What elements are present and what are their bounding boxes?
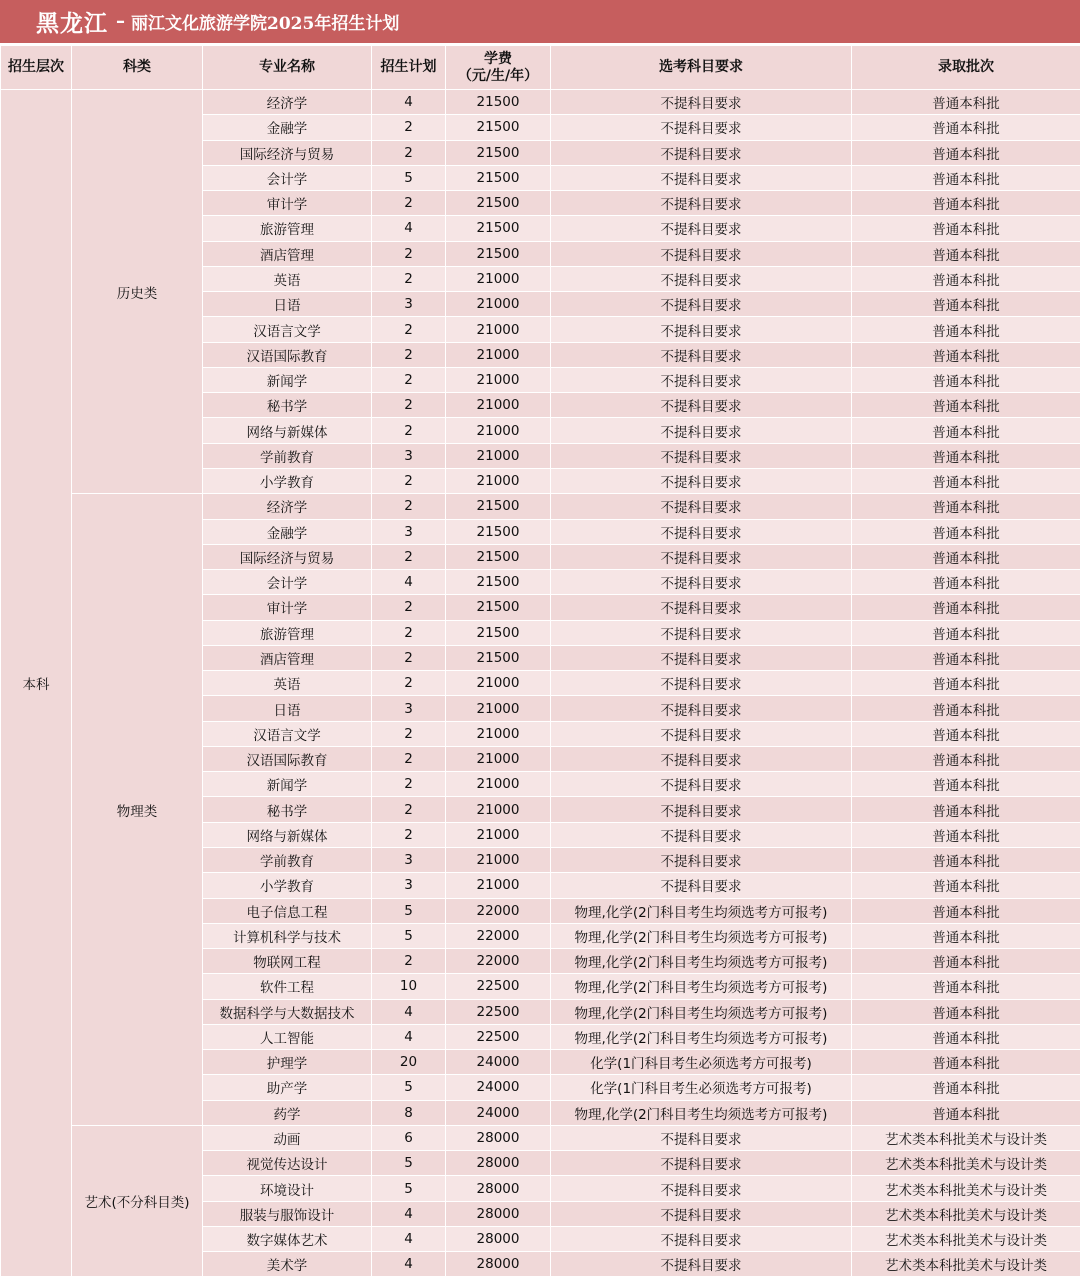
batch-cell: 普通本科批 (852, 570, 1080, 595)
plan-cell: 5 (372, 165, 446, 190)
subject-req-cell: 化学(1门科目考生必须选考方可报考) (551, 1050, 852, 1075)
major-cell: 会计学 (203, 570, 372, 595)
header-level: 招生层次 (1, 46, 72, 90)
tuition-cell: 21500 (446, 494, 551, 519)
tuition-cell: 21000 (446, 367, 551, 392)
plan-cell: 2 (372, 191, 446, 216)
subject-req-cell: 不提科目要求 (551, 418, 852, 443)
batch-cell: 普通本科批 (852, 241, 1080, 266)
batch-cell: 普通本科批 (852, 342, 1080, 367)
batch-cell: 普通本科批 (852, 847, 1080, 872)
tuition-cell: 21000 (446, 746, 551, 771)
tuition-cell: 21000 (446, 797, 551, 822)
plan-cell: 4 (372, 90, 446, 115)
batch-cell: 普通本科批 (852, 519, 1080, 544)
tuition-cell: 21500 (446, 115, 551, 140)
subject-req-cell: 物理,化学(2门科目考生均须选考方可报考) (551, 999, 852, 1024)
plan-cell: 2 (372, 494, 446, 519)
major-cell: 酒店管理 (203, 241, 372, 266)
plan-cell: 2 (372, 342, 446, 367)
table-row (1, 90, 1080, 115)
batch-cell: 普通本科批 (852, 746, 1080, 771)
plan-cell: 2 (372, 544, 446, 569)
tuition-cell: 22500 (446, 999, 551, 1024)
tuition-cell: 21500 (446, 90, 551, 115)
major-cell: 环境设计 (203, 1176, 372, 1201)
plan-cell: 3 (372, 696, 446, 721)
plan-cell: 2 (372, 140, 446, 165)
major-cell: 数据科学与大数据技术 (203, 999, 372, 1024)
tuition-cell: 22500 (446, 1024, 551, 1049)
tuition-cell: 24000 (446, 1100, 551, 1125)
major-cell: 软件工程 (203, 974, 372, 999)
major-cell: 汉语国际教育 (203, 746, 372, 771)
header-subject-req: 选考科目要求 (551, 46, 852, 90)
major-cell: 汉语言文学 (203, 721, 372, 746)
subject-req-cell: 物理,化学(2门科目考生均须选考方可报考) (551, 1100, 852, 1125)
batch-cell: 艺术类本科批美术与设计类 (852, 1201, 1080, 1226)
tuition-cell: 21000 (446, 468, 551, 493)
tuition-cell: 21000 (446, 418, 551, 443)
plan-cell: 3 (372, 519, 446, 544)
subject-req-cell: 不提科目要求 (551, 90, 852, 115)
category-cell: 艺术(不分科目类) (72, 1125, 203, 1277)
subject-req-cell: 不提科目要求 (551, 1201, 852, 1226)
tuition-cell: 24000 (446, 1075, 551, 1100)
batch-cell: 普通本科批 (852, 1050, 1080, 1075)
plan-cell: 5 (372, 1151, 446, 1176)
subject-req-cell: 不提科目要求 (551, 443, 852, 468)
plan-cell: 4 (372, 570, 446, 595)
major-cell: 汉语国际教育 (203, 342, 372, 367)
batch-cell: 普通本科批 (852, 140, 1080, 165)
subject-req-cell: 不提科目要求 (551, 494, 852, 519)
tuition-cell: 21500 (446, 165, 551, 190)
plan-cell: 5 (372, 898, 446, 923)
plan-cell: 4 (372, 1252, 446, 1277)
enrollment-table (0, 45, 1080, 1277)
batch-cell: 普通本科批 (852, 873, 1080, 898)
subject-req-cell: 不提科目要求 (551, 721, 852, 746)
plan-cell: 2 (372, 115, 446, 140)
subject-req-cell: 不提科目要求 (551, 544, 852, 569)
tuition-cell: 21000 (446, 266, 551, 291)
tuition-cell: 21000 (446, 772, 551, 797)
subject-req-cell: 不提科目要求 (551, 519, 852, 544)
major-cell: 计算机科学与技术 (203, 923, 372, 948)
tuition-cell: 21000 (446, 317, 551, 342)
title-province: 黑龙江 (36, 10, 108, 37)
major-cell: 秘书学 (203, 393, 372, 418)
tuition-cell: 28000 (446, 1125, 551, 1150)
tuition-cell: 21000 (446, 393, 551, 418)
tuition-cell: 21000 (446, 342, 551, 367)
batch-cell: 艺术类本科批美术与设计类 (852, 1151, 1080, 1176)
subject-req-cell: 化学(1门科目考生必须选考方可报考) (551, 1075, 852, 1100)
plan-cell: 3 (372, 292, 446, 317)
batch-cell: 普通本科批 (852, 1024, 1080, 1049)
tuition-cell: 21500 (446, 595, 551, 620)
plan-cell: 2 (372, 317, 446, 342)
major-cell: 学前教育 (203, 443, 372, 468)
subject-req-cell: 不提科目要求 (551, 772, 852, 797)
subject-req-cell: 不提科目要求 (551, 645, 852, 670)
major-cell: 经济学 (203, 90, 372, 115)
title-bar (0, 0, 1080, 45)
subject-req-cell: 不提科目要求 (551, 317, 852, 342)
batch-cell: 普通本科批 (852, 822, 1080, 847)
tuition-cell: 21000 (446, 671, 551, 696)
subject-req-cell: 物理,化学(2门科目考生均须选考方可报考) (551, 949, 852, 974)
major-cell: 日语 (203, 696, 372, 721)
plan-cell: 2 (372, 797, 446, 822)
subject-req-cell: 不提科目要求 (551, 140, 852, 165)
batch-cell: 普通本科批 (852, 443, 1080, 468)
major-cell: 学前教育 (203, 847, 372, 872)
subject-req-cell: 不提科目要求 (551, 292, 852, 317)
batch-cell: 普通本科批 (852, 317, 1080, 342)
batch-cell: 普通本科批 (852, 772, 1080, 797)
major-cell: 酒店管理 (203, 645, 372, 670)
major-cell: 金融学 (203, 115, 372, 140)
plan-cell: 5 (372, 923, 446, 948)
header-batch: 录取批次 (852, 46, 1080, 90)
batch-cell: 普通本科批 (852, 949, 1080, 974)
subject-req-cell: 不提科目要求 (551, 1125, 852, 1150)
major-cell: 物联网工程 (203, 949, 372, 974)
subject-req-cell: 物理,化学(2门科目考生均须选考方可报考) (551, 923, 852, 948)
plan-cell: 2 (372, 949, 446, 974)
plan-cell: 2 (372, 595, 446, 620)
batch-cell: 艺术类本科批美术与设计类 (852, 1252, 1080, 1277)
major-cell: 小学教育 (203, 468, 372, 493)
tuition-cell: 21000 (446, 443, 551, 468)
tuition-cell: 21500 (446, 645, 551, 670)
level-cell: 本科 (1, 90, 72, 1277)
plan-cell: 4 (372, 999, 446, 1024)
subject-req-cell: 不提科目要求 (551, 696, 852, 721)
major-cell: 旅游管理 (203, 216, 372, 241)
major-cell: 日语 (203, 292, 372, 317)
batch-cell: 普通本科批 (852, 367, 1080, 392)
plan-cell: 2 (372, 620, 446, 645)
major-cell: 视觉传达设计 (203, 1151, 372, 1176)
subject-req-cell: 不提科目要求 (551, 115, 852, 140)
plan-cell: 2 (372, 645, 446, 670)
header-tuition (446, 46, 551, 90)
batch-cell: 普通本科批 (852, 898, 1080, 923)
plan-cell: 2 (372, 468, 446, 493)
subject-req-cell: 不提科目要求 (551, 847, 852, 872)
plan-cell: 3 (372, 873, 446, 898)
tuition-cell: 21500 (446, 191, 551, 216)
batch-cell: 普通本科批 (852, 923, 1080, 948)
major-cell: 秘书学 (203, 797, 372, 822)
subject-req-cell: 不提科目要求 (551, 241, 852, 266)
major-cell: 新闻学 (203, 772, 372, 797)
batch-cell: 普通本科批 (852, 191, 1080, 216)
category-cell: 物理类 (72, 494, 203, 1126)
batch-cell: 普通本科批 (852, 468, 1080, 493)
subject-req-cell: 物理,化学(2门科目考生均须选考方可报考) (551, 898, 852, 923)
batch-cell: 普通本科批 (852, 418, 1080, 443)
subject-req-cell: 不提科目要求 (551, 797, 852, 822)
batch-cell: 普通本科批 (852, 671, 1080, 696)
batch-cell: 普通本科批 (852, 90, 1080, 115)
tuition-cell: 22500 (446, 974, 551, 999)
tuition-cell: 28000 (446, 1151, 551, 1176)
major-cell: 药学 (203, 1100, 372, 1125)
tuition-cell: 21000 (446, 696, 551, 721)
major-cell: 数字媒体艺术 (203, 1226, 372, 1251)
subject-req-cell: 不提科目要求 (551, 1151, 852, 1176)
subject-req-cell: 不提科目要求 (551, 746, 852, 771)
batch-cell: 普通本科批 (852, 1100, 1080, 1125)
plan-cell: 10 (372, 974, 446, 999)
batch-cell: 普通本科批 (852, 1075, 1080, 1100)
subject-req-cell: 不提科目要求 (551, 822, 852, 847)
subject-req-cell: 不提科目要求 (551, 1252, 852, 1277)
major-cell: 小学教育 (203, 873, 372, 898)
title-subtitle: 丽江文化旅游学院2025年招生计划 (131, 14, 400, 34)
tuition-cell: 21000 (446, 292, 551, 317)
plan-cell: 2 (372, 822, 446, 847)
major-cell: 网络与新媒体 (203, 418, 372, 443)
subject-req-cell: 不提科目要求 (551, 393, 852, 418)
major-cell: 国际经济与贸易 (203, 544, 372, 569)
batch-cell: 普通本科批 (852, 494, 1080, 519)
batch-cell: 艺术类本科批美术与设计类 (852, 1226, 1080, 1251)
plan-cell: 5 (372, 1075, 446, 1100)
tuition-cell: 28000 (446, 1176, 551, 1201)
batch-cell: 普通本科批 (852, 974, 1080, 999)
plan-cell: 2 (372, 241, 446, 266)
major-cell: 经济学 (203, 494, 372, 519)
plan-cell: 4 (372, 1226, 446, 1251)
major-cell: 审计学 (203, 191, 372, 216)
plan-cell: 5 (372, 1176, 446, 1201)
plan-cell: 4 (372, 1024, 446, 1049)
major-cell: 助产学 (203, 1075, 372, 1100)
header-tuition-unit: （元/生/年） (457, 67, 539, 84)
major-cell: 网络与新媒体 (203, 822, 372, 847)
tuition-cell: 21500 (446, 140, 551, 165)
plan-cell: 2 (372, 746, 446, 771)
major-cell: 英语 (203, 671, 372, 696)
major-cell: 会计学 (203, 165, 372, 190)
batch-cell: 普通本科批 (852, 292, 1080, 317)
batch-cell: 普通本科批 (852, 645, 1080, 670)
batch-cell: 普通本科批 (852, 165, 1080, 190)
tuition-cell: 22000 (446, 898, 551, 923)
major-cell: 动画 (203, 1125, 372, 1150)
subject-req-cell: 物理,化学(2门科目考生均须选考方可报考) (551, 974, 852, 999)
header-major: 专业名称 (203, 46, 372, 90)
major-cell: 金融学 (203, 519, 372, 544)
subject-req-cell: 不提科目要求 (551, 570, 852, 595)
plan-cell: 2 (372, 367, 446, 392)
table-row (1, 1125, 1080, 1150)
subject-req-cell: 不提科目要求 (551, 266, 852, 291)
subject-req-cell: 不提科目要求 (551, 595, 852, 620)
plan-cell: 4 (372, 216, 446, 241)
major-cell: 新闻学 (203, 367, 372, 392)
tuition-cell: 21500 (446, 620, 551, 645)
header-tuition-label: 学费 (484, 50, 512, 67)
major-cell: 国际经济与贸易 (203, 140, 372, 165)
tuition-cell: 28000 (446, 1226, 551, 1251)
tuition-cell: 21000 (446, 873, 551, 898)
table-body (1, 90, 1080, 1277)
batch-cell: 普通本科批 (852, 999, 1080, 1024)
major-cell: 英语 (203, 266, 372, 291)
header-row (1, 46, 1080, 90)
batch-cell: 普通本科批 (852, 266, 1080, 291)
plan-cell: 3 (372, 847, 446, 872)
tuition-cell: 21500 (446, 519, 551, 544)
plan-cell: 4 (372, 1201, 446, 1226)
subject-req-cell: 不提科目要求 (551, 468, 852, 493)
tuition-cell: 21000 (446, 721, 551, 746)
plan-cell: 20 (372, 1050, 446, 1075)
header-category: 科类 (72, 46, 203, 90)
major-cell: 电子信息工程 (203, 898, 372, 923)
tuition-cell: 21500 (446, 216, 551, 241)
tuition-cell: 21000 (446, 847, 551, 872)
subject-req-cell: 不提科目要求 (551, 165, 852, 190)
tuition-cell: 24000 (446, 1050, 551, 1075)
batch-cell: 普通本科批 (852, 544, 1080, 569)
batch-cell: 普通本科批 (852, 595, 1080, 620)
tuition-cell: 21500 (446, 544, 551, 569)
subject-req-cell: 物理,化学(2门科目考生均须选考方可报考) (551, 1024, 852, 1049)
header-plan: 招生计划 (372, 46, 446, 90)
batch-cell: 艺术类本科批美术与设计类 (852, 1125, 1080, 1150)
category-cell: 历史类 (72, 90, 203, 494)
tuition-cell: 22000 (446, 923, 551, 948)
subject-req-cell: 不提科目要求 (551, 216, 852, 241)
plan-cell: 6 (372, 1125, 446, 1150)
batch-cell: 普通本科批 (852, 115, 1080, 140)
batch-cell: 普通本科批 (852, 721, 1080, 746)
batch-cell: 艺术类本科批美术与设计类 (852, 1176, 1080, 1201)
tuition-cell: 21000 (446, 822, 551, 847)
plan-cell: 2 (372, 418, 446, 443)
subject-req-cell: 不提科目要求 (551, 367, 852, 392)
plan-cell: 2 (372, 772, 446, 797)
subject-req-cell: 不提科目要求 (551, 620, 852, 645)
table-row (1, 494, 1080, 519)
batch-cell: 普通本科批 (852, 393, 1080, 418)
subject-req-cell: 不提科目要求 (551, 1226, 852, 1251)
tuition-cell: 21500 (446, 241, 551, 266)
subject-req-cell: 不提科目要求 (551, 873, 852, 898)
batch-cell: 普通本科批 (852, 797, 1080, 822)
tuition-cell: 21500 (446, 570, 551, 595)
subject-req-cell: 不提科目要求 (551, 191, 852, 216)
plan-cell: 2 (372, 671, 446, 696)
batch-cell: 普通本科批 (852, 620, 1080, 645)
plan-cell: 2 (372, 721, 446, 746)
major-cell: 美术学 (203, 1252, 372, 1277)
plan-cell: 2 (372, 393, 446, 418)
tuition-cell: 28000 (446, 1252, 551, 1277)
major-cell: 人工智能 (203, 1024, 372, 1049)
title-separator: – (116, 11, 125, 32)
plan-cell: 8 (372, 1100, 446, 1125)
major-cell: 汉语言文学 (203, 317, 372, 342)
major-cell: 护理学 (203, 1050, 372, 1075)
major-cell: 服装与服饰设计 (203, 1201, 372, 1226)
plan-cell: 3 (372, 443, 446, 468)
subject-req-cell: 不提科目要求 (551, 1176, 852, 1201)
subject-req-cell: 不提科目要求 (551, 671, 852, 696)
subject-req-cell: 不提科目要求 (551, 342, 852, 367)
tuition-cell: 28000 (446, 1201, 551, 1226)
major-cell: 旅游管理 (203, 620, 372, 645)
batch-cell: 普通本科批 (852, 216, 1080, 241)
major-cell: 审计学 (203, 595, 372, 620)
plan-cell: 2 (372, 266, 446, 291)
batch-cell: 普通本科批 (852, 696, 1080, 721)
tuition-cell: 22000 (446, 949, 551, 974)
